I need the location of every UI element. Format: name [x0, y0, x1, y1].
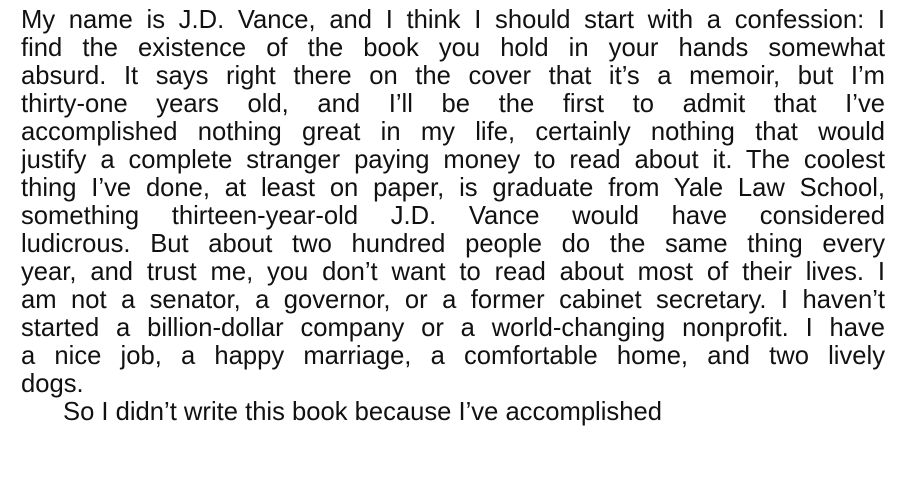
text-line: year, and trust me, you don’t want to read about most of their lives. I: [21, 258, 885, 286]
text-line: a nice job, a happy marriage, a comfortable home, and two lively: [21, 342, 885, 370]
text-line: absurd. It says right there on the cover that it’s a memoir, but I’m: [21, 62, 885, 90]
memoir-paragraph: [21, 6, 885, 426]
text-line: something thirteen-year-old J.D. Vance would have considered: [21, 202, 885, 230]
text-line: accomplished nothing great in my life, certainly nothing that would: [21, 118, 885, 146]
text-line: My name is J.D. Vance, and I think I should start with a confession: I: [21, 6, 885, 34]
text-line: justify a complete stranger paying money to read about it. The coolest: [21, 146, 885, 174]
text-line: ludicrous. But about two hundred people do the same thing every: [21, 230, 885, 258]
text-line: thirty-one years old, and I’ll be the first to admit that I’ve: [21, 90, 885, 118]
text-line: thing I’ve done, at least on paper, is graduate from Yale Law School,: [21, 174, 885, 202]
next-paragraph-cut-off: So I didn’t write this book because I’ve accomplished: [63, 398, 662, 426]
text-line: find the existence of the book you hold in your hands somewhat: [21, 34, 885, 62]
text-line: am not a senator, a governor, or a former cabinet secretary. I haven’t: [21, 286, 885, 314]
text-line: started a billion-dollar company or a world-changing nonprofit. I have: [21, 314, 885, 342]
text-line-last: dogs.: [21, 370, 84, 398]
